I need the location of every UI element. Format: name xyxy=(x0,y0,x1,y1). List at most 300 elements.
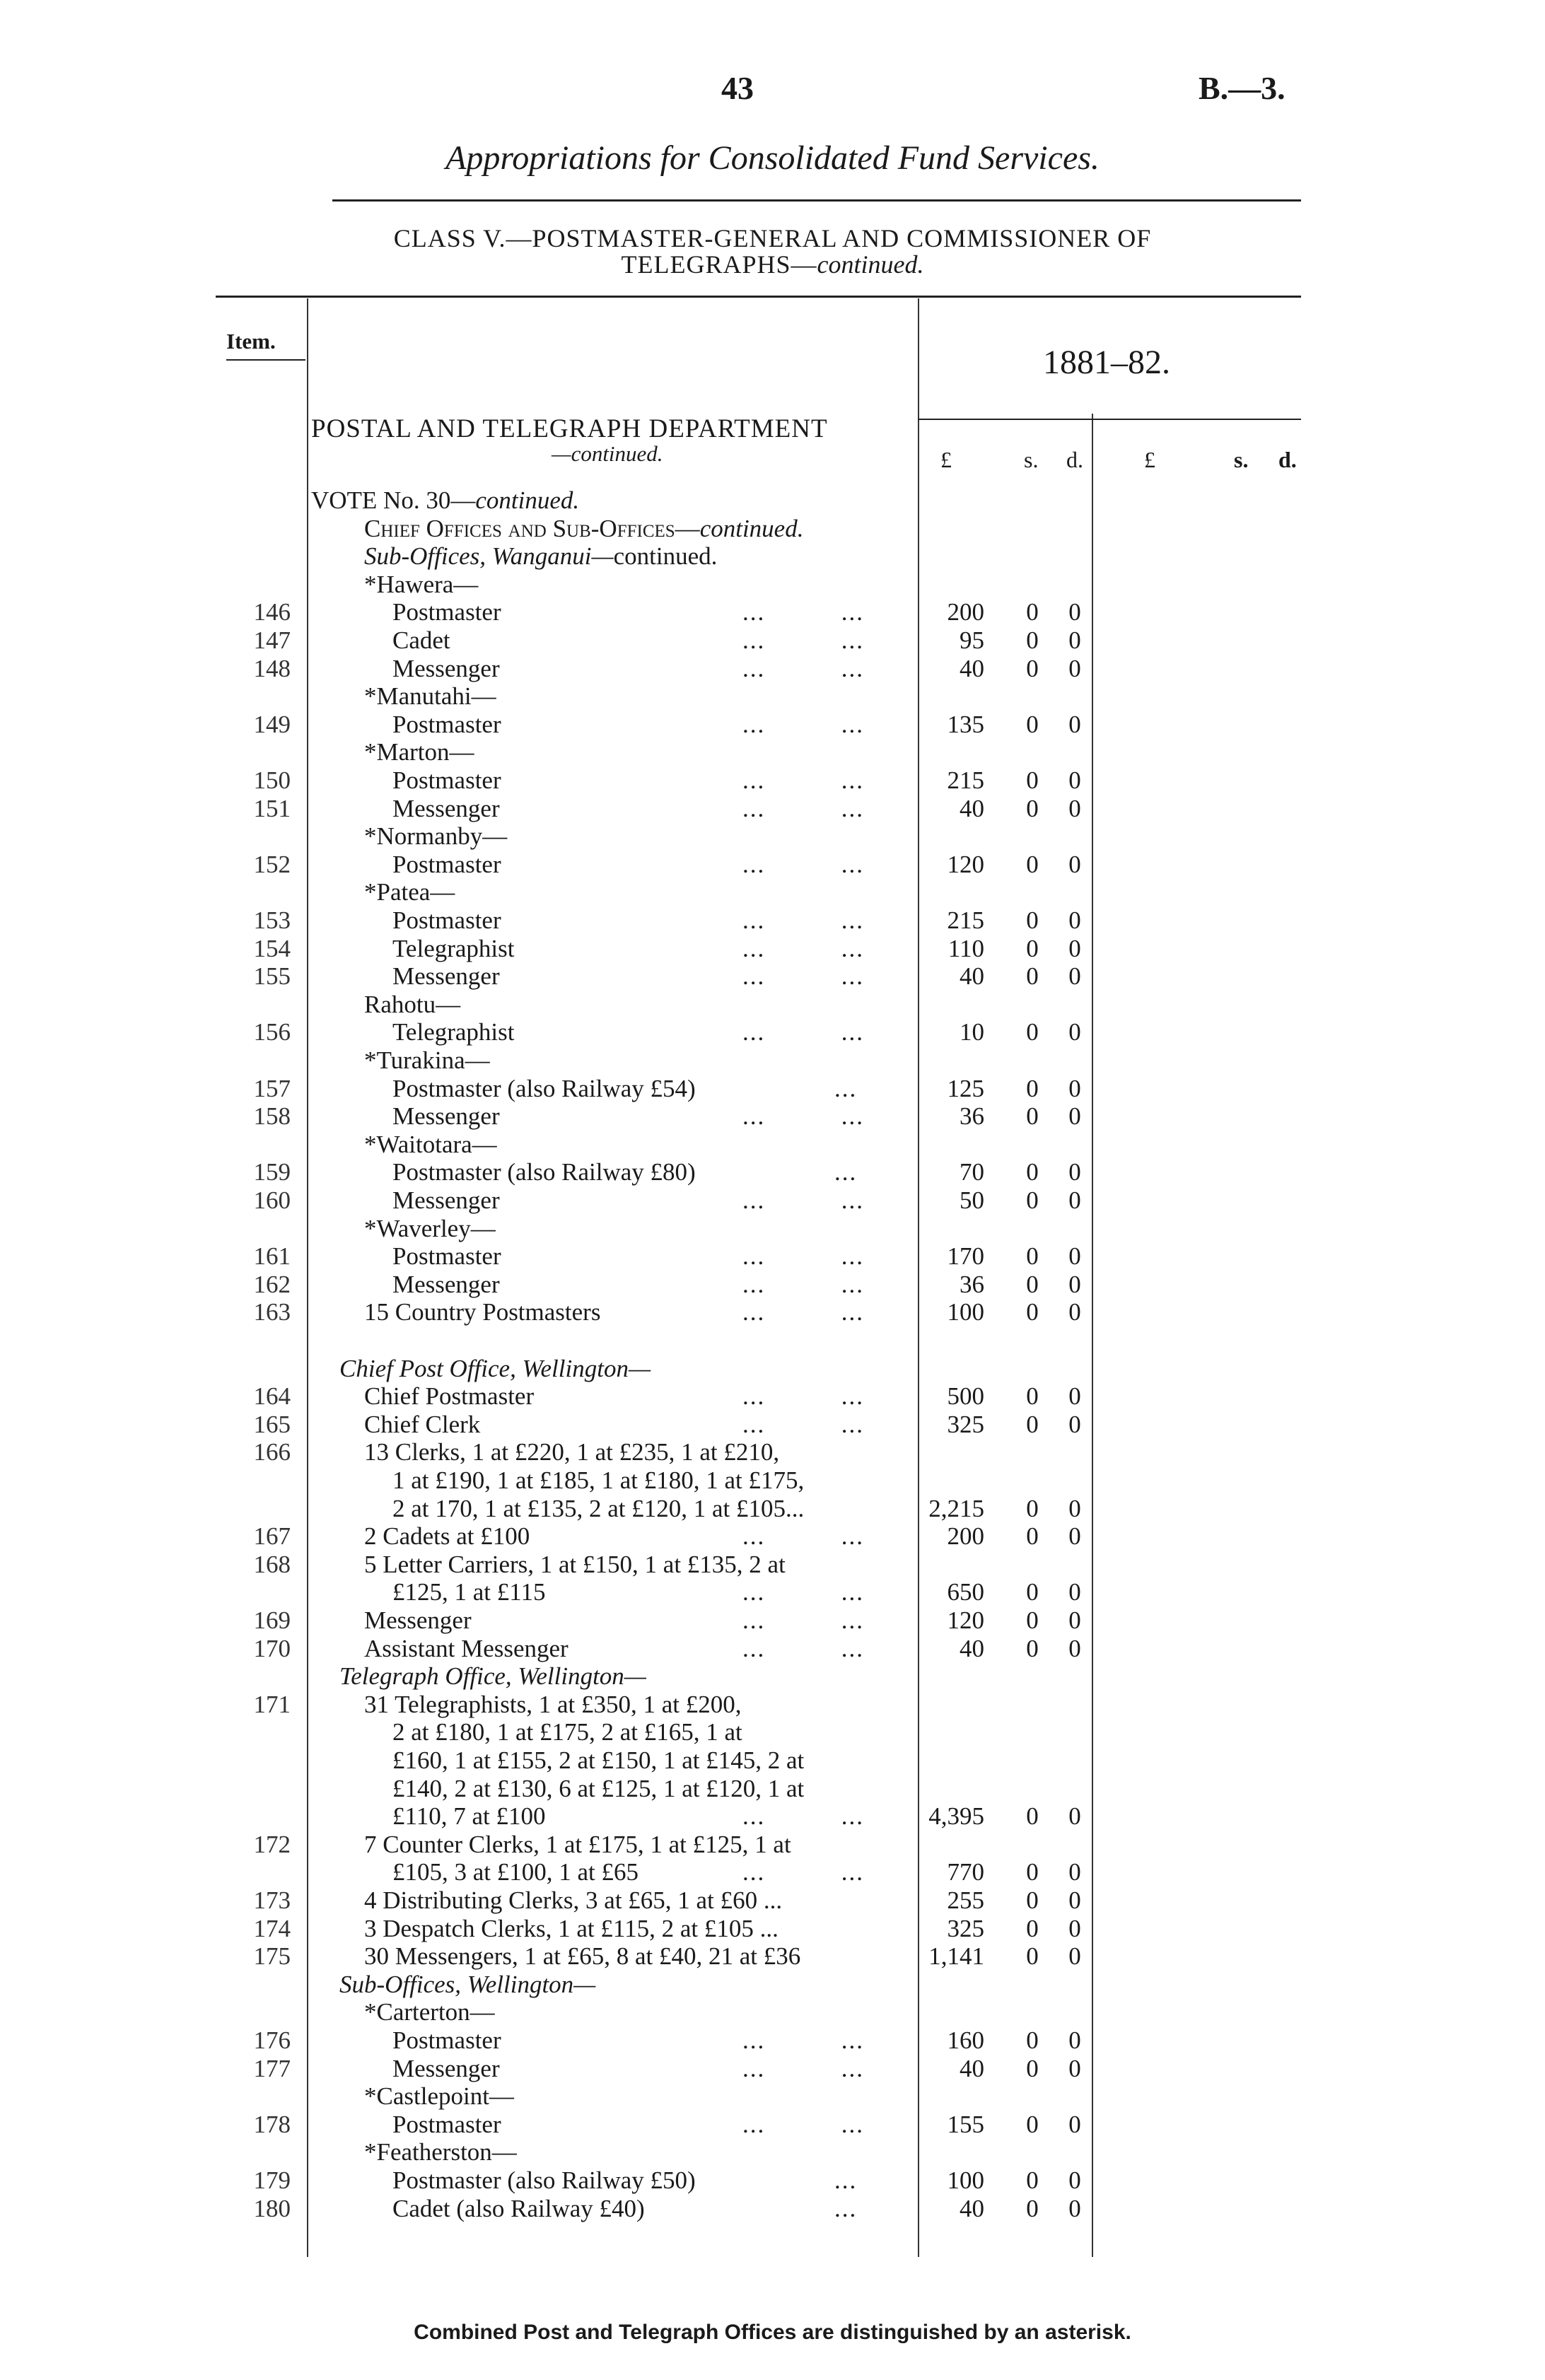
pence-amount: 0 xyxy=(1068,1074,1081,1102)
item-number: 167 xyxy=(253,1522,291,1551)
leader-dots: ... ... xyxy=(742,1606,864,1634)
item-row-175 xyxy=(0,1942,1545,1971)
pounds-amount: 215 xyxy=(947,766,984,794)
leader-dots: ... ... xyxy=(742,1018,864,1046)
pence-amount: 0 xyxy=(1068,1494,1081,1522)
item-description: Chief Offices and Sub-Offices—continued. xyxy=(364,514,804,542)
item-description: *Patea— xyxy=(364,878,455,906)
item-number: 159 xyxy=(253,1158,291,1186)
pence-amount: 0 xyxy=(1068,962,1081,991)
item-description: 2 at 170, 1 at £135, 2 at £120, 1 at £105... xyxy=(392,1494,805,1522)
item-description: Sub-Offices, Wanganui—continued. xyxy=(364,542,718,571)
text-row xyxy=(0,1326,1545,1355)
shillings-amount: 0 xyxy=(1026,934,1039,962)
leader-dots: ... ... xyxy=(742,906,864,934)
leader-dots: ... xyxy=(834,2194,858,2222)
shillings-amount: 0 xyxy=(1026,2026,1039,2054)
item-description: Rahotu— xyxy=(364,990,461,1018)
leader-dots: ... ... xyxy=(742,2054,864,2082)
pence-amount: 0 xyxy=(1068,598,1081,626)
item-description: £140, 2 at £130, 6 at £125, 1 at £120, 1 at xyxy=(392,1774,805,1802)
item-number: 147 xyxy=(253,626,291,654)
item-description: Telegraph Office, Wellington— xyxy=(339,1662,646,1691)
item-description: Messenger xyxy=(392,2054,500,2082)
item-number: 148 xyxy=(253,654,291,682)
item-row-162 xyxy=(0,1271,1545,1299)
pence-amount: 0 xyxy=(1068,850,1081,878)
item-description: Messenger xyxy=(392,1270,500,1298)
pounds-amount: 325 xyxy=(947,1914,984,1942)
leader-dots: ... ... xyxy=(742,850,864,878)
item-number: 158 xyxy=(253,1102,291,1131)
text-row xyxy=(0,515,1545,543)
pounds-amount: 100 xyxy=(947,1298,984,1326)
shillings-amount: 0 xyxy=(1026,1158,1039,1186)
item-description: Telegraphist xyxy=(392,1018,515,1046)
item-number: 149 xyxy=(253,710,291,738)
text-row xyxy=(0,822,1545,851)
item-row-165 xyxy=(0,1411,1545,1439)
item-description: Cadet (also Railway £40) xyxy=(392,2194,645,2222)
pounds-amount: 255 xyxy=(947,1886,984,1914)
pounds-amount: 120 xyxy=(947,850,984,878)
pence-total-header: d. xyxy=(1278,447,1297,472)
shillings-amount: 0 xyxy=(1026,1858,1039,1886)
item-row-149 xyxy=(0,711,1545,739)
shillings-amount: 0 xyxy=(1026,2110,1039,2138)
leader-dots: ... ... xyxy=(742,1298,864,1326)
item-description: 2 Cadets at £100 xyxy=(364,1522,530,1551)
pounds-amount: 1,141 xyxy=(928,1942,984,1971)
item-description: Chief Post Office, Wellington— xyxy=(339,1354,651,1382)
department-continued: —continued. xyxy=(552,441,663,466)
item-underline xyxy=(226,359,305,361)
leader-dots: ... ... xyxy=(742,794,864,822)
text-row xyxy=(0,1495,1545,1523)
leader-dots: ... ... xyxy=(742,1578,864,1606)
pence-amount: 0 xyxy=(1068,1578,1081,1606)
item-number: 156 xyxy=(253,1018,291,1046)
text-row xyxy=(0,682,1545,711)
item-number: 178 xyxy=(253,2110,291,2138)
item-row-169 xyxy=(0,1606,1545,1635)
item-description: Postmaster xyxy=(392,2026,501,2054)
leader-dots: ... ... xyxy=(742,710,864,738)
pence-amount: 0 xyxy=(1068,1914,1081,1942)
item-row-171 xyxy=(0,1691,1545,1719)
item-row-150 xyxy=(0,766,1545,795)
fiscal-year: 1881–82. xyxy=(1043,344,1170,381)
item-description: 5 Letter Carriers, 1 at £150, 1 at £135, 2 at xyxy=(364,1550,786,1578)
page-title: Appropriations for Consolidated Fund Services. xyxy=(445,139,1100,177)
item-row-179 xyxy=(0,2166,1545,2195)
pounds-amount: 36 xyxy=(960,1102,984,1131)
item-description: Sub-Offices, Wellington— xyxy=(339,1970,596,1998)
item-description: *Featherston— xyxy=(364,2138,517,2166)
leader-dots: ... xyxy=(834,2166,858,2194)
shillings-amount: 0 xyxy=(1026,850,1039,878)
pounds-amount: 40 xyxy=(960,962,984,991)
text-row xyxy=(0,1718,1545,1746)
item-description: Messenger xyxy=(392,794,500,822)
item-description: *Carterton— xyxy=(364,1998,495,2026)
pence-amount: 0 xyxy=(1068,1886,1081,1914)
pence-header: d. xyxy=(1066,447,1083,472)
item-number: 151 xyxy=(253,794,291,822)
item-description: Chief Postmaster xyxy=(364,1382,535,1411)
item-row-159 xyxy=(0,1158,1545,1186)
item-description: Chief Clerk xyxy=(364,1410,481,1438)
pence-amount: 0 xyxy=(1068,2110,1081,2138)
pence-amount: 0 xyxy=(1068,1270,1081,1298)
leader-dots: ... ... xyxy=(742,962,864,991)
item-number: 170 xyxy=(253,1634,291,1662)
leader-dots: ... ... xyxy=(742,766,864,794)
item-row-146 xyxy=(0,598,1545,626)
text-row xyxy=(0,738,1545,766)
item-row-166 xyxy=(0,1438,1545,1466)
leader-dots: ... ... xyxy=(742,1634,864,1662)
shillings-amount: 0 xyxy=(1026,710,1039,738)
item-number: 153 xyxy=(253,906,291,934)
leader-dots: ... ... xyxy=(742,1382,864,1411)
text-row xyxy=(0,486,1545,515)
item-description: 1 at £190, 1 at £185, 1 at £180, 1 at £175, xyxy=(392,1466,805,1494)
pounds-amount: 120 xyxy=(947,1606,984,1634)
text-row xyxy=(0,1466,1545,1495)
year-underline xyxy=(918,419,1301,420)
item-row-172 xyxy=(0,1831,1545,1859)
item-description: Messenger xyxy=(364,1606,472,1634)
pounds-amount: 40 xyxy=(960,2054,984,2082)
item-row-177 xyxy=(0,2055,1545,2083)
item-number: 172 xyxy=(253,1830,291,1858)
shillings-amount: 0 xyxy=(1026,906,1039,934)
shillings-amount: 0 xyxy=(1026,2194,1039,2222)
shillings-amount: 0 xyxy=(1026,766,1039,794)
item-row-156 xyxy=(0,1018,1545,1046)
text-row xyxy=(0,1215,1545,1243)
pence-amount: 0 xyxy=(1068,1102,1081,1131)
text-row xyxy=(0,1775,1545,1803)
leader-dots: ... ... xyxy=(742,1858,864,1886)
item-description: Postmaster xyxy=(392,2110,501,2138)
pounds-amount: 770 xyxy=(947,1858,984,1886)
item-description: 31 Telegraphists, 1 at £350, 1 at £200, xyxy=(364,1690,742,1718)
class-heading-line1: CLASS V.—POSTMASTER-GENERAL AND COMMISSIONER OF xyxy=(393,224,1152,252)
pence-amount: 0 xyxy=(1068,2166,1081,2194)
pence-amount: 0 xyxy=(1068,1298,1081,1326)
pound-total-header: £ xyxy=(1144,447,1155,472)
item-description: Postmaster xyxy=(392,710,501,738)
shillings-amount: 0 xyxy=(1026,1802,1039,1831)
text-row xyxy=(0,1355,1545,1383)
item-description: 2 at £180, 1 at £175, 2 at £165, 1 at xyxy=(392,1718,742,1746)
text-row xyxy=(0,1858,1545,1886)
item-description: Messenger xyxy=(392,1102,500,1131)
item-description: *Manutahi— xyxy=(364,682,496,711)
item-number: 168 xyxy=(253,1550,291,1578)
pence-amount: 0 xyxy=(1068,710,1081,738)
item-description: *Waverley— xyxy=(364,1214,496,1242)
item-description: Postmaster xyxy=(392,766,501,794)
pounds-amount: 95 xyxy=(960,626,984,654)
text-row xyxy=(0,2082,1545,2111)
pounds-amount: 40 xyxy=(960,654,984,682)
text-row xyxy=(0,1971,1545,1999)
pounds-amount: 500 xyxy=(947,1382,984,1411)
class-heading-line2: TELEGRAPHS—continued. xyxy=(621,250,924,279)
item-description: Postmaster (also Railway £50) xyxy=(392,2166,696,2194)
item-description: *Normanby— xyxy=(364,822,508,851)
shillings-amount: 0 xyxy=(1026,1578,1039,1606)
item-number: 175 xyxy=(253,1942,291,1971)
pence-amount: 0 xyxy=(1068,766,1081,794)
item-description: £160, 1 at £155, 2 at £150, 1 at £145, 2 at xyxy=(392,1746,805,1774)
item-number: 174 xyxy=(253,1914,291,1942)
pounds-amount: 170 xyxy=(947,1242,984,1271)
text-row xyxy=(0,2138,1545,2166)
pounds-amount: 135 xyxy=(947,710,984,738)
item-description: *Turakina— xyxy=(364,1046,490,1074)
shillings-amount: 0 xyxy=(1026,1242,1039,1271)
leader-dots: ... ... xyxy=(742,1802,864,1831)
pence-amount: 0 xyxy=(1068,1634,1081,1662)
item-description: *Castlepoint— xyxy=(364,2082,514,2111)
item-row-167 xyxy=(0,1522,1545,1551)
pounds-amount: 40 xyxy=(960,794,984,822)
item-description: *Hawera— xyxy=(364,570,479,598)
item-description: Postmaster xyxy=(392,598,501,626)
item-row-170 xyxy=(0,1635,1545,1663)
item-row-154 xyxy=(0,935,1545,963)
page-number: 43 xyxy=(721,70,754,106)
shillings-amount: 0 xyxy=(1026,794,1039,822)
item-row-178 xyxy=(0,2111,1545,2139)
pound-header: £ xyxy=(940,447,952,472)
shillings-amount: 0 xyxy=(1026,1914,1039,1942)
pence-amount: 0 xyxy=(1068,1158,1081,1186)
shillings-amount: 0 xyxy=(1026,1186,1039,1214)
shillings-amount: 0 xyxy=(1026,1298,1039,1326)
item-description: £125, 1 at £115 xyxy=(392,1578,546,1606)
shillings-amount: 0 xyxy=(1026,2054,1039,2082)
pounds-amount: 10 xyxy=(960,1018,984,1046)
shillings-amount: 0 xyxy=(1026,1102,1039,1131)
item-row-174 xyxy=(0,1915,1545,1943)
item-description: 4 Distributing Clerks, 3 at £65, 1 at £60 ... xyxy=(364,1886,783,1914)
leader-dots: ... ... xyxy=(742,2026,864,2054)
item-description: £110, 7 at £100 xyxy=(392,1802,546,1831)
shillings-amount: 0 xyxy=(1026,598,1039,626)
pounds-amount: 40 xyxy=(960,2194,984,2222)
text-row xyxy=(0,1802,1545,1831)
item-number: 157 xyxy=(253,1074,291,1102)
item-row-168 xyxy=(0,1551,1545,1579)
item-number: 176 xyxy=(253,2026,291,2054)
leader-dots: ... xyxy=(834,1158,858,1186)
item-row-148 xyxy=(0,655,1545,683)
pounds-amount: 110 xyxy=(948,934,984,962)
shillings-amount: 0 xyxy=(1026,626,1039,654)
item-description: Messenger xyxy=(392,654,500,682)
item-number: 179 xyxy=(253,2166,291,2194)
pounds-amount: 125 xyxy=(947,1074,984,1102)
text-row xyxy=(0,1662,1545,1691)
pounds-amount: 36 xyxy=(960,1270,984,1298)
pence-amount: 0 xyxy=(1068,934,1081,962)
item-row-176 xyxy=(0,2026,1545,2055)
title-rule xyxy=(332,199,1301,202)
item-description: Messenger xyxy=(392,962,500,991)
pence-amount: 0 xyxy=(1068,1858,1081,1886)
shillings-amount: 0 xyxy=(1026,1606,1039,1634)
leader-dots: ... ... xyxy=(742,1270,864,1298)
shilling-header: s. xyxy=(1024,447,1039,472)
leader-dots: ... ... xyxy=(742,934,864,962)
pence-amount: 0 xyxy=(1068,626,1081,654)
text-row xyxy=(0,1998,1545,2026)
item-number: 160 xyxy=(253,1186,291,1214)
leader-dots: ... ... xyxy=(742,1242,864,1271)
item-row-160 xyxy=(0,1186,1545,1215)
pence-amount: 0 xyxy=(1068,1382,1081,1411)
item-row-164 xyxy=(0,1382,1545,1411)
item-description: £105, 3 at £100, 1 at £65 xyxy=(392,1858,639,1886)
pounds-amount: 50 xyxy=(960,1186,984,1214)
shillings-amount: 0 xyxy=(1026,654,1039,682)
text-row xyxy=(0,991,1545,1019)
shillings-amount: 0 xyxy=(1026,962,1039,991)
text-row xyxy=(0,1746,1545,1775)
pence-amount: 0 xyxy=(1068,1942,1081,1971)
shillings-amount: 0 xyxy=(1026,1494,1039,1522)
item-row-151 xyxy=(0,795,1545,823)
item-description: Telegraphist xyxy=(392,934,515,962)
shillings-amount: 0 xyxy=(1026,2166,1039,2194)
pounds-amount: 40 xyxy=(960,1634,984,1662)
item-row-161 xyxy=(0,1242,1545,1271)
pence-amount: 0 xyxy=(1068,906,1081,934)
item-number: 177 xyxy=(253,2054,291,2082)
item-description: Postmaster xyxy=(392,850,501,878)
item-number: 180 xyxy=(253,2194,291,2222)
item-number: 171 xyxy=(253,1690,291,1718)
item-description: Messenger xyxy=(392,1186,500,1214)
item-column-header: Item. xyxy=(226,329,276,354)
pence-amount: 0 xyxy=(1068,1018,1081,1046)
item-number: 162 xyxy=(253,1270,291,1298)
item-number: 166 xyxy=(253,1438,291,1466)
leader-dots: ... ... xyxy=(742,1410,864,1438)
pence-amount: 0 xyxy=(1068,2194,1081,2222)
leader-dots: ... ... xyxy=(742,2110,864,2138)
item-description: Postmaster xyxy=(392,906,501,934)
item-number: 164 xyxy=(253,1382,291,1411)
item-number: 150 xyxy=(253,766,291,794)
item-description: 3 Despatch Clerks, 1 at £115, 2 at £105 ... xyxy=(364,1914,779,1942)
item-number: 163 xyxy=(253,1298,291,1326)
item-row-173 xyxy=(0,1886,1545,1915)
item-number: 155 xyxy=(253,962,291,991)
leader-dots: ... ... xyxy=(742,598,864,626)
item-description: Postmaster (also Railway £54) xyxy=(392,1074,696,1102)
pence-amount: 0 xyxy=(1068,1522,1081,1551)
text-row xyxy=(0,542,1545,571)
item-row-147 xyxy=(0,626,1545,655)
item-row-152 xyxy=(0,851,1545,879)
item-row-158 xyxy=(0,1102,1545,1131)
pounds-amount: 215 xyxy=(947,906,984,934)
pounds-amount: 325 xyxy=(947,1410,984,1438)
item-number: 146 xyxy=(253,598,291,626)
pence-amount: 0 xyxy=(1068,1410,1081,1438)
leader-dots: ... ... xyxy=(742,1522,864,1551)
leader-dots: ... ... xyxy=(742,1102,864,1131)
item-number: 169 xyxy=(253,1606,291,1634)
pounds-amount: 2,215 xyxy=(928,1494,984,1522)
pounds-amount: 155 xyxy=(947,2110,984,2138)
pounds-amount: 100 xyxy=(947,2166,984,2194)
item-description: VOTE No. 30—continued. xyxy=(311,486,580,514)
pence-amount: 0 xyxy=(1068,1606,1081,1634)
pounds-amount: 160 xyxy=(947,2026,984,2054)
shillings-amount: 0 xyxy=(1026,1886,1039,1914)
footnote: Combined Post and Telegraph Offices are distinguished by an asterisk. xyxy=(414,2321,1131,2344)
pence-amount: 0 xyxy=(1068,1242,1081,1271)
pounds-amount: 200 xyxy=(947,1522,984,1551)
item-row-163 xyxy=(0,1298,1545,1326)
item-description: Assistant Messenger xyxy=(364,1634,569,1662)
pounds-amount: 4,395 xyxy=(928,1802,984,1831)
item-row-155 xyxy=(0,962,1545,991)
shillings-amount: 0 xyxy=(1026,1382,1039,1411)
item-description: *Waitotara— xyxy=(364,1130,497,1158)
item-number: 165 xyxy=(253,1410,291,1438)
item-description: Cadet xyxy=(392,626,450,654)
table-top-rule xyxy=(216,296,1301,298)
item-row-180 xyxy=(0,2195,1545,2223)
item-row-157 xyxy=(0,1075,1545,1103)
leader-dots: ... ... xyxy=(742,626,864,654)
pence-amount: 0 xyxy=(1068,1802,1081,1831)
pence-amount: 0 xyxy=(1068,1186,1081,1214)
text-row xyxy=(0,878,1545,906)
leader-dots: ... xyxy=(834,1074,858,1102)
pence-amount: 0 xyxy=(1068,654,1081,682)
shillings-amount: 0 xyxy=(1026,1270,1039,1298)
text-row xyxy=(0,571,1545,599)
item-number: 154 xyxy=(253,934,291,962)
item-number: 152 xyxy=(253,850,291,878)
item-description: 7 Counter Clerks, 1 at £175, 1 at £125, 1 at xyxy=(364,1830,791,1858)
text-row xyxy=(0,1046,1545,1075)
pence-amount: 0 xyxy=(1068,2054,1081,2082)
shillings-amount: 0 xyxy=(1026,1074,1039,1102)
item-row-153 xyxy=(0,906,1545,935)
item-description: *Marton— xyxy=(364,738,474,766)
shillings-amount: 0 xyxy=(1026,1634,1039,1662)
department-heading: POSTAL AND TELEGRAPH DEPARTMENT xyxy=(311,414,828,443)
item-number: 173 xyxy=(253,1886,291,1914)
pence-amount: 0 xyxy=(1068,2026,1081,2054)
item-description: 15 Country Postmasters xyxy=(364,1298,601,1326)
pounds-amount: 200 xyxy=(947,598,984,626)
item-description: Postmaster (also Railway £80) xyxy=(392,1158,696,1186)
shillings-amount: 0 xyxy=(1026,1018,1039,1046)
leader-dots: ... ... xyxy=(742,1186,864,1214)
document-reference: B.—3. xyxy=(1199,70,1285,106)
